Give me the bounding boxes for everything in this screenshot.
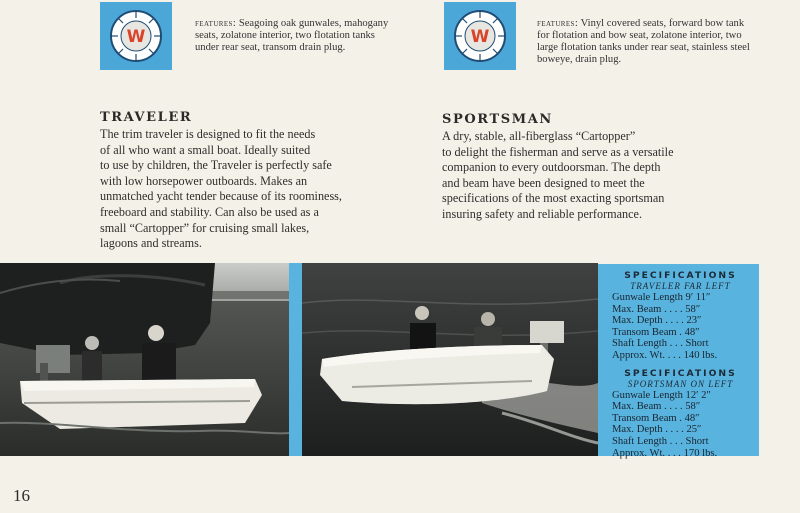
description-line: A dry, stable, all-fiberglass “Cartopper” bbox=[442, 129, 636, 143]
description-line: companion to every outdoorsman. The depth bbox=[442, 160, 661, 175]
spec-line: Transom Beam . 48″ bbox=[612, 326, 700, 338]
blue-divider-strip bbox=[289, 263, 302, 456]
traveler-description bbox=[100, 127, 400, 252]
traveler-features bbox=[195, 18, 390, 54]
spec-line: Approx. Wt. . . . 140 lbs. bbox=[612, 349, 718, 361]
spec-line: Shaft Length . . . Short bbox=[612, 338, 709, 350]
specs-subheading: TRAVELER FAR LEFT bbox=[630, 281, 731, 291]
features-lead: features: bbox=[537, 18, 579, 29]
description-line: of all who want a small boat. Ideally suited bbox=[100, 142, 311, 157]
brand-logo-right bbox=[444, 2, 516, 70]
description-line: and beam have been designed to meet the bbox=[442, 175, 645, 190]
sportsman-description bbox=[442, 129, 742, 223]
description-line: to use by children, the Traveler is perfectly safe bbox=[100, 158, 332, 173]
features-lead: features: bbox=[195, 18, 237, 29]
specifications-panel bbox=[598, 264, 759, 459]
description-line: freeboard and stability. Can also be used as a bbox=[100, 204, 319, 219]
spec-line: Max. Beam . . . . 58″ bbox=[612, 303, 701, 315]
brand-logo-left bbox=[100, 2, 172, 70]
sportsman-title: SPORTSMAN bbox=[442, 112, 553, 127]
compass-logo-icon bbox=[452, 8, 508, 64]
traveler-photo bbox=[0, 263, 289, 456]
traveler-specs bbox=[598, 270, 759, 362]
compass-logo-icon bbox=[108, 8, 164, 64]
description-line: with low horsepower outboards. Makes an bbox=[100, 173, 308, 188]
description-line: specifications of the most exacting sportsman bbox=[442, 191, 665, 206]
spec-line: Transom Beam . 48″ bbox=[612, 412, 700, 424]
spec-line: Gunwale Length 9′ 11″ bbox=[612, 292, 711, 303]
description-line: unmatched yacht tender because of its roominess, bbox=[100, 189, 342, 204]
description-line: small “Cartopper” for cruising small lakes, bbox=[100, 220, 310, 235]
spec-line: Max. Depth . . . . 23″ bbox=[612, 315, 702, 327]
sportsman-photo bbox=[302, 263, 598, 456]
logo-letter: W bbox=[126, 27, 146, 47]
features-text: Seagoing oak gunwales, mahogany seats, zolatone interior, two flotation tanks under rear seat, transom drain plug. bbox=[195, 18, 389, 53]
logo-letter: W bbox=[470, 27, 490, 47]
sportsman-specs bbox=[598, 368, 759, 460]
page-number: 16 bbox=[13, 486, 30, 505]
spec-line: Gunwale Length 12′ 2″ bbox=[612, 389, 711, 401]
features-text: Vinyl covered seats, forward bow tank for flotation and bow seat, zolatone interior, two large flotation tanks under rear seat, stainless steel boweye, drain plug. bbox=[537, 18, 750, 65]
sportsman-features bbox=[537, 18, 759, 66]
spec-line: Max. Depth . . . . 25″ bbox=[612, 424, 702, 436]
spec-line: Shaft Length . . . Short bbox=[612, 435, 709, 447]
spec-line: Max. Beam . . . . 58″ bbox=[612, 401, 701, 413]
description-line: to delight the fisherman and serve as a versatile bbox=[442, 144, 674, 159]
specs-heading: SPECIFICATIONS bbox=[624, 367, 737, 379]
description-line: insuring safety and reliable performance. bbox=[442, 206, 642, 221]
spec-line: Approx. Wt. . . . 170 lbs. bbox=[612, 447, 718, 459]
traveler-title: TRAVELER bbox=[100, 110, 193, 125]
description-line: The trim traveler is designed to fit the needs bbox=[100, 127, 316, 141]
specs-subheading: SPORTSMAN ON LEFT bbox=[627, 378, 734, 389]
specs-heading: SPECIFICATIONS bbox=[624, 270, 737, 281]
description-line: lagoons and streams. bbox=[100, 236, 202, 251]
